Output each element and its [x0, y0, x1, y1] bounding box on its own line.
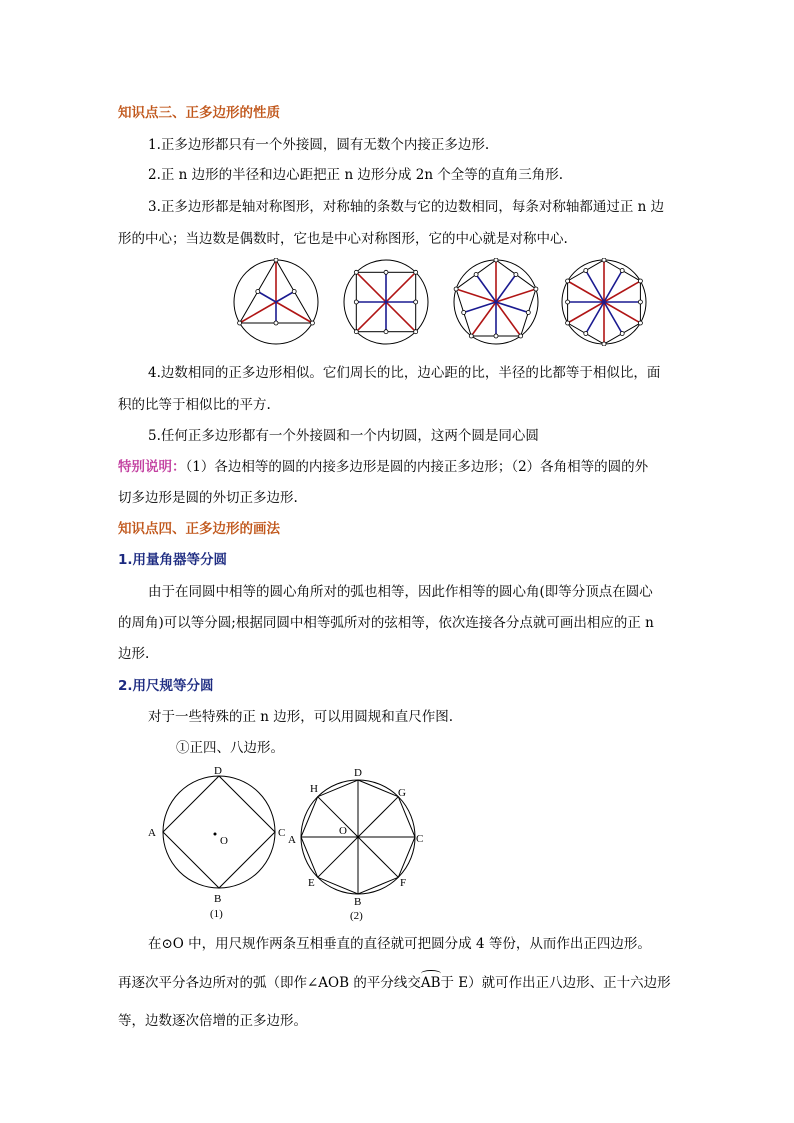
- fig2-label-c: C: [416, 833, 424, 845]
- fig1-label-a: A: [148, 827, 156, 839]
- construction-line2-post: 于 E）就可作出正八边形、正十六边形: [440, 975, 671, 991]
- fig1-label-o: O: [220, 835, 228, 847]
- fig2-label-o: O: [339, 825, 347, 837]
- fig2-label-d: D: [354, 767, 362, 779]
- subsection-protractor: 1.用量角器等分圆: [118, 552, 228, 568]
- regular-polygons-figure: [228, 258, 658, 346]
- fig2-label-b: B: [354, 896, 362, 908]
- square-figure: [344, 260, 428, 344]
- hexagon-figure: [562, 258, 646, 346]
- property-5: 5.任何正多边形都有一个外接圆和一个内切圆，这两个圆是同心圆: [148, 428, 539, 444]
- triangle-figure: [234, 258, 318, 344]
- construction-line2: [118, 974, 671, 992]
- property-4-line2: 积的比等于相似比的平方.: [118, 397, 271, 413]
- fig1-caption: (1): [210, 908, 223, 920]
- construction-line2-pre: 再逐次平分各边所对的弧（即作∠AOB 的平分线交: [118, 975, 421, 991]
- section4-title: 知识点四、正多边形的画法: [118, 521, 280, 537]
- protractor-line1: 由于在同圆中相等的圆心角所对的弧也相等，因此作相等的圆心角(即等分顶点在圆心: [148, 584, 653, 600]
- octagon-construction: [288, 767, 423, 922]
- compass-line2: ①正四、八边形。: [176, 740, 284, 756]
- special-note-line1: [118, 458, 648, 476]
- protractor-line3: 边形.: [118, 646, 150, 662]
- subsection-compass: 2.用尺规等分圆: [118, 678, 214, 694]
- property-1: 1.正多边形都只有一个外接圆，圆有无数个内接正多边形.: [148, 137, 490, 153]
- property-3-line1: 3.正多边形都是轴对称图形，对称轴的条数与它的边数相同，每条对称轴都通过正 n 边: [148, 199, 665, 215]
- property-2: 2.正 n 边形的半径和边心距把正 n 边形分成 2n 个全等的直角三角形.: [148, 167, 564, 183]
- fig1-label-c: C: [278, 827, 286, 839]
- compass-line1: 对于一些特殊的正 n 边形，可以用圆规和直尺作图.: [148, 709, 454, 725]
- fig2-label-h: H: [310, 783, 318, 795]
- arc-ab: AB: [420, 975, 441, 991]
- property-3-line2: 形的中心；当边数是偶数时，它也是中心对称图形，它的中心就是对称中心.: [118, 231, 568, 247]
- fig2-label-g: G: [398, 787, 406, 799]
- fig1-label-b: B: [214, 893, 222, 905]
- section3-title: 知识点三、正多边形的性质: [118, 105, 280, 121]
- property-4-line1: 4.边数相同的正多边形相似。它们周长的比，边心距的比，半径的比都等于相似比，面: [148, 365, 661, 381]
- protractor-line2: 的周角)可以等分圆;根据同圆中相等弧所对的弦相等，依次连接各分点就可画出相应的正 n: [118, 615, 654, 631]
- fig2-label-e: E: [308, 877, 315, 889]
- fig2-label-f: F: [400, 877, 407, 889]
- fig2-label-a: A: [288, 834, 296, 846]
- construction-line1: 在⊙O 中，用尺规作两条互相垂直的直径就可把圆分成 4 等份，从而作出正四边形。: [148, 936, 651, 952]
- square-construction: [148, 765, 285, 920]
- fig2-caption: (2): [350, 910, 363, 922]
- special-note-line2: 切多边形是圆的外切正多边形.: [118, 490, 298, 506]
- pentagon-figure: [454, 258, 538, 344]
- construction-figure: [140, 760, 440, 925]
- construction-line3: 等，边数逐次倍增的正多边形。: [118, 1013, 307, 1029]
- fig1-label-d: D: [214, 765, 222, 777]
- special-note-text: （1）各边相等的圆的内接多边形是圆的内接正多边形；（2）各角相等的圆的外: [185, 459, 649, 475]
- special-note-label: 特别说明：: [118, 459, 186, 475]
